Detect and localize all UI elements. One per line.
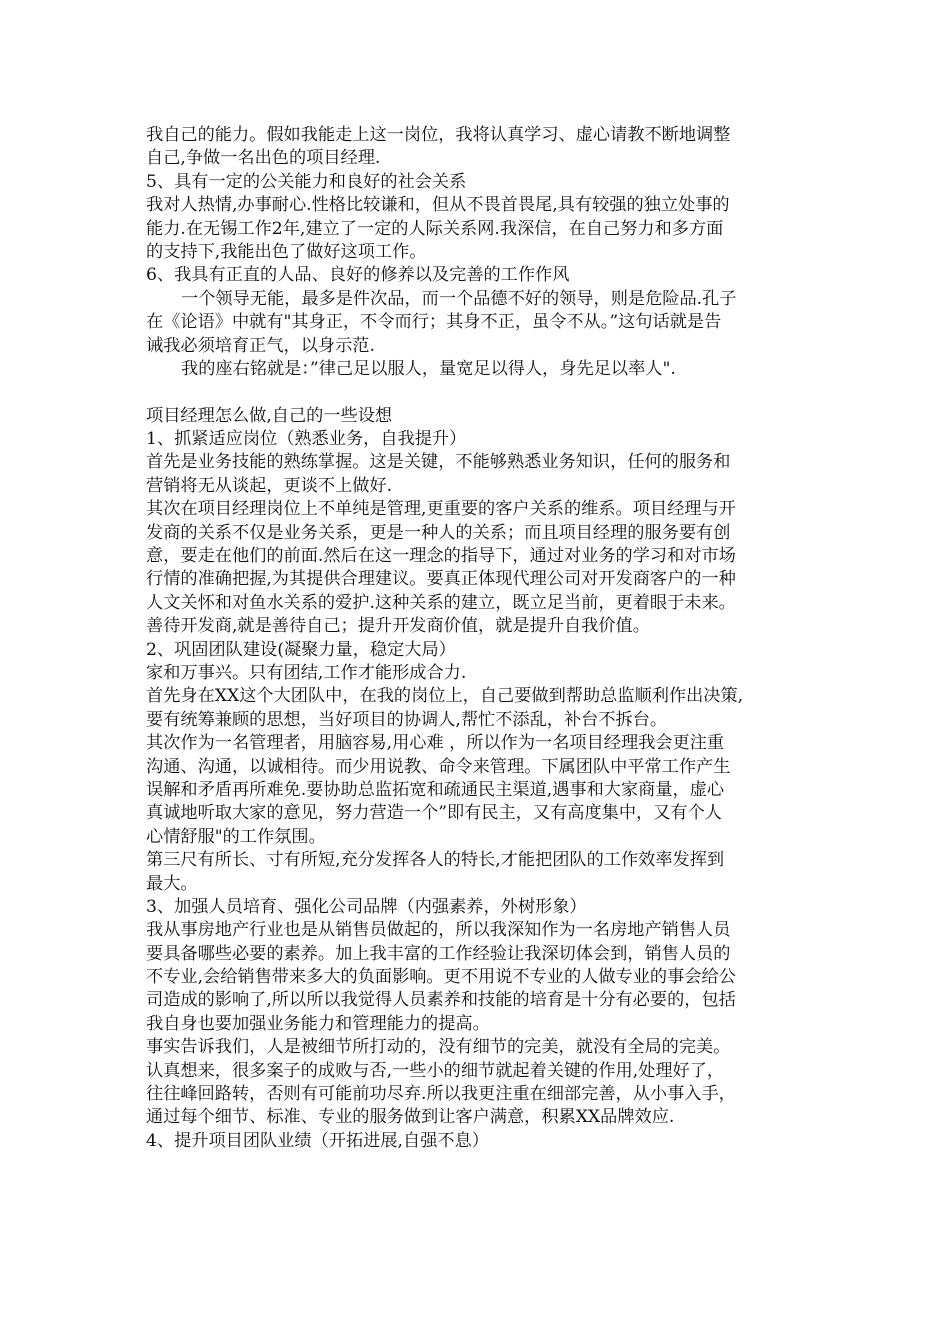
- section-heading: 5、具有一定的公关能力和良好的社会关系: [146, 171, 467, 192]
- paragraph-line: 最大。: [146, 873, 198, 894]
- paragraph-line: 能力.在无锡工作2年,建立了一定的人际关系网.我深信，在自己努力和多方面: [146, 218, 724, 239]
- paragraph-line: 发商的关系不仅是业务关系，更是一种人的关系；而且项目经理的服务要有创: [146, 522, 731, 543]
- paragraph-line: 往往峰回路转，否则有可能前功尽弃.所以我更注重在细部完善，从小事入手，: [146, 1084, 736, 1105]
- paragraph-line: 沟通、沟通，以诚相待。而少用说教、命令来管理。下属团队中平常工作产生: [146, 756, 731, 777]
- paragraph-line: 要具备哪些必要的素养。加上我丰富的工作经验让我深切体会到，销售人员的: [146, 943, 731, 964]
- paragraph-line: 其次在项目经理岗位上不单纯是管理,更重要的客户关系的维系。项目经理与开: [146, 499, 736, 520]
- paragraph-line: 诫我必须培育正气，以身示范.: [146, 335, 375, 356]
- document-page: [146, 124, 806, 1153]
- paragraph-line: 误解和矛盾再所难免.要协助总监拓宽和疏通民主渠道,遇事和大家商量，虚心: [146, 779, 725, 800]
- paragraph-line: 行情的准确把握,为其提供合理建议。要真正体现代理公司对开发商客户的一种: [146, 569, 736, 590]
- paragraph-line: 在《论语》中就有"其身正，不令而行；其身不正，虽令不从。”这句话就是告: [146, 312, 722, 333]
- paragraph-line: 营销将无从谈起，更谈不上做好.: [146, 475, 393, 496]
- section-heading: 1、抓紧适应岗位（熟悉业务，自我提升）: [146, 429, 467, 450]
- part-title: 项目经理怎么做,自己的一些设想: [146, 405, 393, 426]
- paragraph-line: 我自身也要加强业务能力和管理能力的提高。: [146, 1013, 490, 1034]
- section-heading: 6、我具有正直的人品、良好的修养以及完善的工作作风: [146, 265, 570, 286]
- paragraph-line: 事实告诉我们，人是被细节所打动的，没有细节的完美，就没有全局的完美。: [146, 1037, 731, 1058]
- paragraph-line: 认真想来，很多案子的成败与否,一些小的细节就起着关键的作用,处理好了，: [146, 1060, 725, 1081]
- paragraph-line: 人文关怀和对鱼水关系的爱护.这种关系的建立，既立足当前，更着眼于未来。: [146, 592, 736, 613]
- paragraph-line: 要有统筹兼顾的思想，当好项目的协调人,帮忙不添乱，补台不拆台。: [146, 709, 668, 730]
- paragraph-line: 心情舒服"的工作氛围。: [146, 826, 326, 847]
- section-heading: 3、加强人员培育、强化公司品牌（内强素养，外树形象）: [146, 896, 587, 917]
- paragraph-line: 真诚地听取大家的意见，努力营造一个”即有民主，又有高度集中，又有个人: [146, 803, 722, 824]
- paragraph-line: 其次作为一名管理者，用脑容易,用心难 ，所以作为一名项目经理我会更注重: [146, 733, 725, 754]
- paragraph-line: 不专业,会给销售带来多大的负面影响。更不用说不专业的人做专业的事会给公: [146, 967, 736, 988]
- section-heading: 2、巩固团队建设(凝聚力量，稳定大局）: [146, 639, 456, 660]
- paragraph-line: 家和万事兴。只有团结,工作才能形成合力.: [146, 662, 467, 683]
- paragraph-line: 我对人热情,办事耐心.性格比较谦和，但从不畏首畏尾,具有较强的独立处事的: [146, 195, 730, 216]
- paragraph-line: 意，要走在他们的前面.然后在这一理念的指导下，通过对业务的学习和对市场: [146, 546, 736, 567]
- paragraph-line: 通过每个细节、标准、专业的服务做到让客户满意，积累XX品牌效应.: [146, 1107, 675, 1128]
- paragraph-line: 我从事房地产行业也是从销售员做起的，所以我深知作为一名房地产销售人员: [146, 920, 731, 941]
- section-heading: 4、提升项目团队业绩（开拓进展,自强不息）: [146, 1130, 489, 1151]
- paragraph-line: 我自己的能力。假如我能走上这一岗位，我将认真学习、虚心请教不断地调整: [146, 125, 731, 145]
- paragraph-line: 首先身在XX这个大团队中，在我的岗位上，自己要做到帮助总监顺利作出决策,: [146, 686, 744, 707]
- paragraph-line: 首先是业务技能的熟练掌握。这是关键，不能够熟悉业务知识，任何的服务和: [146, 452, 731, 473]
- blank-line: [146, 381, 806, 404]
- paragraph-line: 自己,争做一名出色的项目经理.: [146, 148, 381, 169]
- paragraph-line: 一个领导无能，最多是件次品，而一个品德不好的领导，则是危险品.孔子: [181, 288, 737, 309]
- paragraph-line: 第三尺有所长、寸有所短,充分发挥各人的特长,才能把团队的工作效率发挥到: [146, 850, 725, 871]
- paragraph-line: 善待开发商,就是善待自己；提升开发商价值，就是提升自我价值。: [146, 616, 650, 637]
- paragraph-line: 的支持下,我能出色了做好这项工作。: [146, 241, 427, 262]
- paragraph-line: 司造成的影响了,所以所以我觉得人员素养和技能的培育是十分有必要的，包括: [146, 990, 736, 1011]
- motto-line: 我的座右铭就是：”律己足以服人，量宽足以得人，身先足以率人".: [181, 358, 676, 379]
